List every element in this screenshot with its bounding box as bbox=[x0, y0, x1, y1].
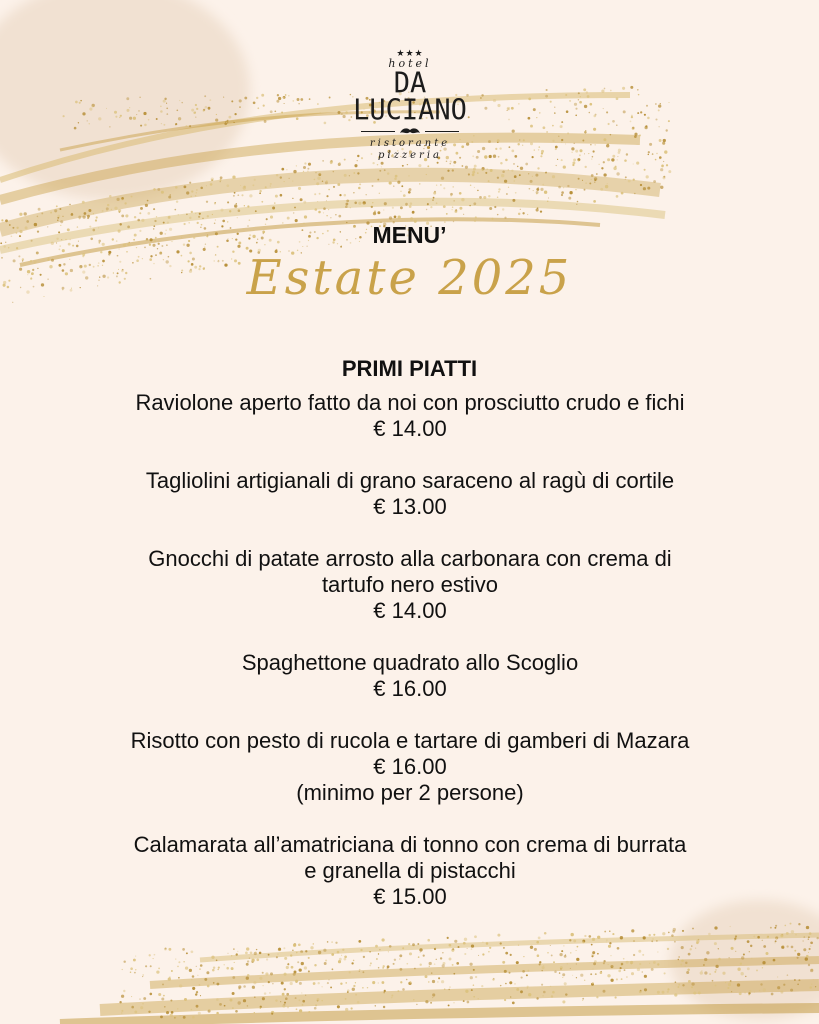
item-price: € 15.00 bbox=[373, 884, 447, 909]
item-description: Calamarata all’amatriciana di tonno con crema di burrata bbox=[133, 832, 687, 857]
item-price: € 16.00 bbox=[373, 676, 447, 701]
rating-stars: ★★★ bbox=[396, 48, 424, 58]
mustache-icon bbox=[399, 127, 421, 136]
item-description: Risotto con pesto di rucola e tartare di gamberi di Mazara bbox=[130, 728, 690, 753]
item-price: € 14.00 bbox=[373, 416, 447, 441]
item-price: € 16.00 bbox=[373, 754, 447, 779]
item-price: € 14.00 bbox=[373, 598, 447, 623]
item-description: Raviolone aperto fatto da noi con prosciutto crudo e fichi bbox=[135, 390, 685, 415]
menu-item bbox=[60, 546, 760, 624]
menu-item bbox=[60, 728, 760, 806]
logo-hotel-word: hotel bbox=[388, 57, 432, 70]
menu-heading: MENU’ bbox=[372, 222, 447, 248]
logo-sub-pizzeria: pizzeria bbox=[378, 150, 442, 161]
menu-item bbox=[60, 650, 760, 702]
section-title: PRIMI PIATTI bbox=[341, 356, 478, 381]
item-price: € 13.00 bbox=[373, 494, 447, 519]
item-description: Gnocchi di patate arrosto alla carbonara con crema di bbox=[148, 546, 672, 571]
menu-items bbox=[60, 390, 760, 936]
logo-name-line2: LUCIANO bbox=[353, 94, 467, 127]
menu-item bbox=[60, 390, 760, 442]
item-description-cont: e granella di pistacchi bbox=[304, 858, 516, 883]
hotel-logo bbox=[340, 48, 480, 162]
item-description: Tagliolini artigianali di grano saraceno al ragù di cortile bbox=[145, 468, 675, 493]
item-description: Spaghettone quadrato allo Scoglio bbox=[241, 650, 579, 675]
season-title: Estate 2025 bbox=[246, 250, 573, 306]
item-note: (minimo per 2 persone) bbox=[296, 780, 524, 805]
item-description-cont: tartufo nero estivo bbox=[321, 572, 499, 597]
logo-sub-restaurant: ristorante bbox=[369, 138, 451, 149]
logo-name-line1: DA bbox=[393, 67, 427, 100]
menu-item bbox=[60, 832, 760, 910]
logo-divider bbox=[340, 127, 480, 136]
menu-item bbox=[60, 468, 760, 520]
